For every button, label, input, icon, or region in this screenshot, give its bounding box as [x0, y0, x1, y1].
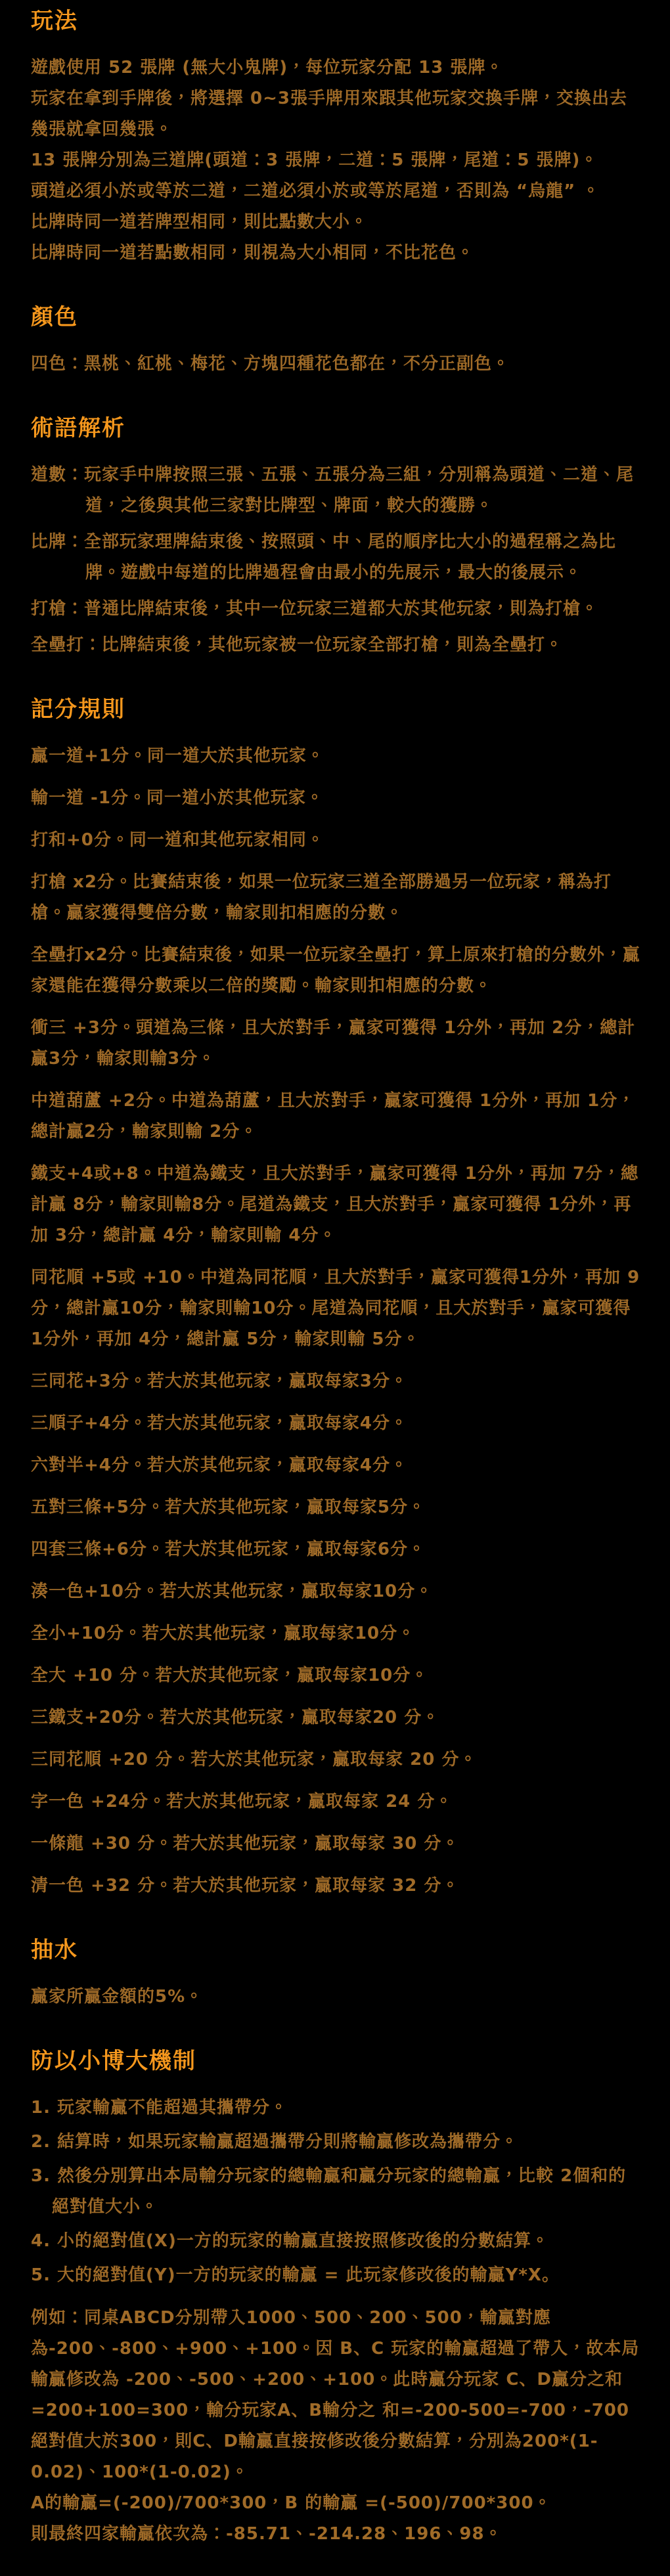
- scoring-rule-item: 一條龍 +30 分。若大於其他玩家，贏取每家 30 分。: [31, 1834, 460, 1854]
- scoring-rule-item: 三同花+3分。若大於其他玩家，贏取每家3分。: [31, 1371, 408, 1391]
- term-definition: 道數：玩家手中牌按照三張、五張、五張分為三組，分別稱為頭道、二道、尾道，之後與其他三家對比牌型、牌面，較大的獲勝。: [31, 465, 635, 516]
- section-colors: [31, 303, 640, 380]
- rule-paragraph: 遊戲使用 52 張牌 (無大小鬼牌)，每位玩家分配 13 張牌。: [31, 58, 504, 78]
- scoring-rule-item: 三鐵支+20分。若大於其他玩家，贏取每家20 分。: [31, 1708, 440, 1727]
- rule-paragraph: 13 張牌分別為三道牌(頭道：3 張牌，二道：5 張牌，尾道：5 張牌)。: [31, 150, 598, 170]
- rule-paragraph: 贏家所贏金額的5%。: [31, 1987, 204, 2007]
- section-gameplay: [31, 7, 640, 269]
- scoring-rule-item: 全小+10分。若大於其他玩家，贏取每家10分。: [31, 1624, 416, 1643]
- scoring-rule-item: 輸一道 -1分。同一道小於其他玩家。: [31, 788, 324, 808]
- term-definition: 比牌：全部玩家理牌結束後、按照頭、中、尾的順序比大小的過程稱之為比牌。遊戲中每道的比牌過程會由最小的先展示，最大的後展示。: [31, 532, 617, 583]
- term-definition: 全壘打：比牌結束後，其他玩家被一位玩家全部打槍，則為全壘打。: [31, 635, 564, 655]
- rule-paragraph: 比牌時同一道若點數相同，則視為大小相同，不比花色。: [31, 243, 475, 263]
- scoring-rule-item: 清一色 +32 分。若大於其他玩家，贏取每家 32 分。: [31, 1876, 460, 1896]
- scoring-rule-item: 字一色 +24分。若大於其他玩家，贏取每家 24 分。: [31, 1792, 453, 1811]
- example-paragraph: A的輸贏=(-200)/700*300，B 的輸贏 =(-500)/700*300。: [31, 2493, 552, 2513]
- numbered-rule-item: 5. 大的絕對值(Y)一方的玩家的輸贏 = 此玩家修改後的輸贏Y*X。: [31, 2265, 560, 2285]
- scoring-rule-item: 三順子+4分。若大於其他玩家，贏取每家4分。: [31, 1413, 408, 1433]
- section-title-anti-small-bet-big-win: 防以小博大機制: [31, 2048, 196, 2074]
- section-scoring-rules: [31, 695, 640, 1901]
- scoring-rule-item: 湊一色+10分。若大於其他玩家，贏取每家10分。: [31, 1582, 434, 1601]
- rule-paragraph: 四色：黑桃、紅桃、梅花、方塊四種花色都在，不分正副色。: [31, 354, 510, 374]
- scoring-rule-item: 四套三條+6分。若大於其他玩家，贏取每家6分。: [31, 1540, 426, 1559]
- scoring-rule-item: 全大 +10 分。若大於其他玩家，贏取每家10分。: [31, 1666, 429, 1685]
- rule-paragraph: 比牌時同一道若牌型相同，則比點數大小。: [31, 212, 368, 232]
- example-paragraph: 例如：同桌ABCD分別帶入1000、500、200、500，輸贏對應為-200、-800、+900、+100。因 B、C 玩家的輸贏超過了帶入，故本局輸贏修改為 -200、-500、+200、+100。此時贏分玩家 C、D贏分之和 =200+100=300，輸分玩家A、B輸分之 和=-200-500=-700，-700 絕對值大於300，則C、D輸贏直接按修改後分數結算，分別為200*(1-0.02)、100*(1-0.02)。: [31, 2308, 640, 2482]
- section-terminology: [31, 414, 640, 661]
- numbered-rule-item: 1. 玩家輸贏不能超過其攜帶分。: [31, 2098, 288, 2118]
- numbered-rule-item: 4. 小的絕對值(X)一方的玩家的輸贏直接按照修改後的分數結算。: [31, 2231, 549, 2251]
- scoring-rule-item: 鐵支+4或+8。中道為鐵支，且大於對手，贏家可獲得 1分外，再加 7分，總計贏 8分，輸家則輸8分。尾道為鐵支，且大於對手，贏家可獲得 1分外，再加 3分，總計贏 4分，輸家則輸 4分。: [31, 1164, 639, 1245]
- rule-paragraph: 玩家在拿到手牌後，將選擇 0~3張手牌用來跟其他玩家交換手牌，交換出去幾張就拿回幾張。: [31, 89, 628, 139]
- section-title-scoring-rules: 記分規則: [31, 696, 125, 722]
- section-title-gameplay: 玩法: [31, 8, 78, 34]
- numbered-rule-item: 2. 結算時，如果玩家輸贏超過攜帶分則將輸贏修改為攜帶分。: [31, 2132, 519, 2152]
- scoring-rule-item: 五對三條+5分。若大於其他玩家，贏取每家5分。: [31, 1498, 426, 1517]
- section-title-colors: 顏色: [31, 304, 78, 330]
- scoring-rule-item: 六對半+4分。若大於其他玩家，贏取每家4分。: [31, 1455, 408, 1475]
- scoring-rule-item: 打和+0分。同一道和其他玩家相同。: [31, 830, 324, 850]
- section-rake: [31, 1936, 640, 2012]
- scoring-rule-item: 中道葫蘆 +2分。中道為葫蘆，且大於對手，贏家可獲得 1分外，再加 1分，總計贏2分，輸家則輸 2分。: [31, 1091, 636, 1142]
- numbered-rule-item: 3. 然後分別算出本局輸分玩家的總輸贏和贏分玩家的總輸贏，比較 2個和的絕對值大小。: [31, 2166, 627, 2217]
- scoring-rule-item: 贏一道+1分。同一道大於其他玩家。: [31, 746, 324, 766]
- rule-paragraph: 頭道必須小於或等於二道，二道必須小於或等於尾道，否則為 “烏龍” 。: [31, 181, 600, 201]
- term-definition: 打槍：普通比牌結束後，其中一位玩家三道都大於其他玩家，則為打槍。: [31, 599, 599, 619]
- section-title-rake: 抽水: [31, 1937, 78, 1963]
- scoring-rule-item: 同花順 +5或 +10。中道為同花順，且大於對手，贏家可獲得1分外，再加 9分，總計贏10分，輸家則輸10分。尾道為同花順，且大於對手，贏家可獲得 1分外，再加 4分，總計贏 5分，輸家則輸 5分。: [31, 1268, 640, 1349]
- section-title-terminology: 術語解析: [31, 415, 125, 441]
- example-paragraph: 則最終四家輸贏依次為：-85.71、-214.28、196、98。: [31, 2524, 502, 2544]
- scoring-rule-item: 全壘打x2分。比賽結束後，如果一位玩家全壘打，算上原來打槍的分數外，贏家還能在獲得分數乘以二倍的獎勵。輸家則扣相應的分數。: [31, 945, 640, 996]
- scoring-rule-item: 三同花順 +20 分。若大於其他玩家，贏取每家 20 分。: [31, 1750, 478, 1769]
- scoring-rule-item: 衝三 +3分。頭道為三條，且大於對手，贏家可獲得 1分外，再加 2分，總計贏3分，輸家則輸3分。: [31, 1018, 636, 1069]
- scoring-rule-item: 打槍 x2分。比賽結束後，如果一位玩家三道全部勝過另一位玩家，稱為打槍。贏家獲得雙倍分數，輸家則扣相應的分數。: [31, 872, 612, 923]
- section-anti-small-bet-big-win: [31, 2047, 640, 2550]
